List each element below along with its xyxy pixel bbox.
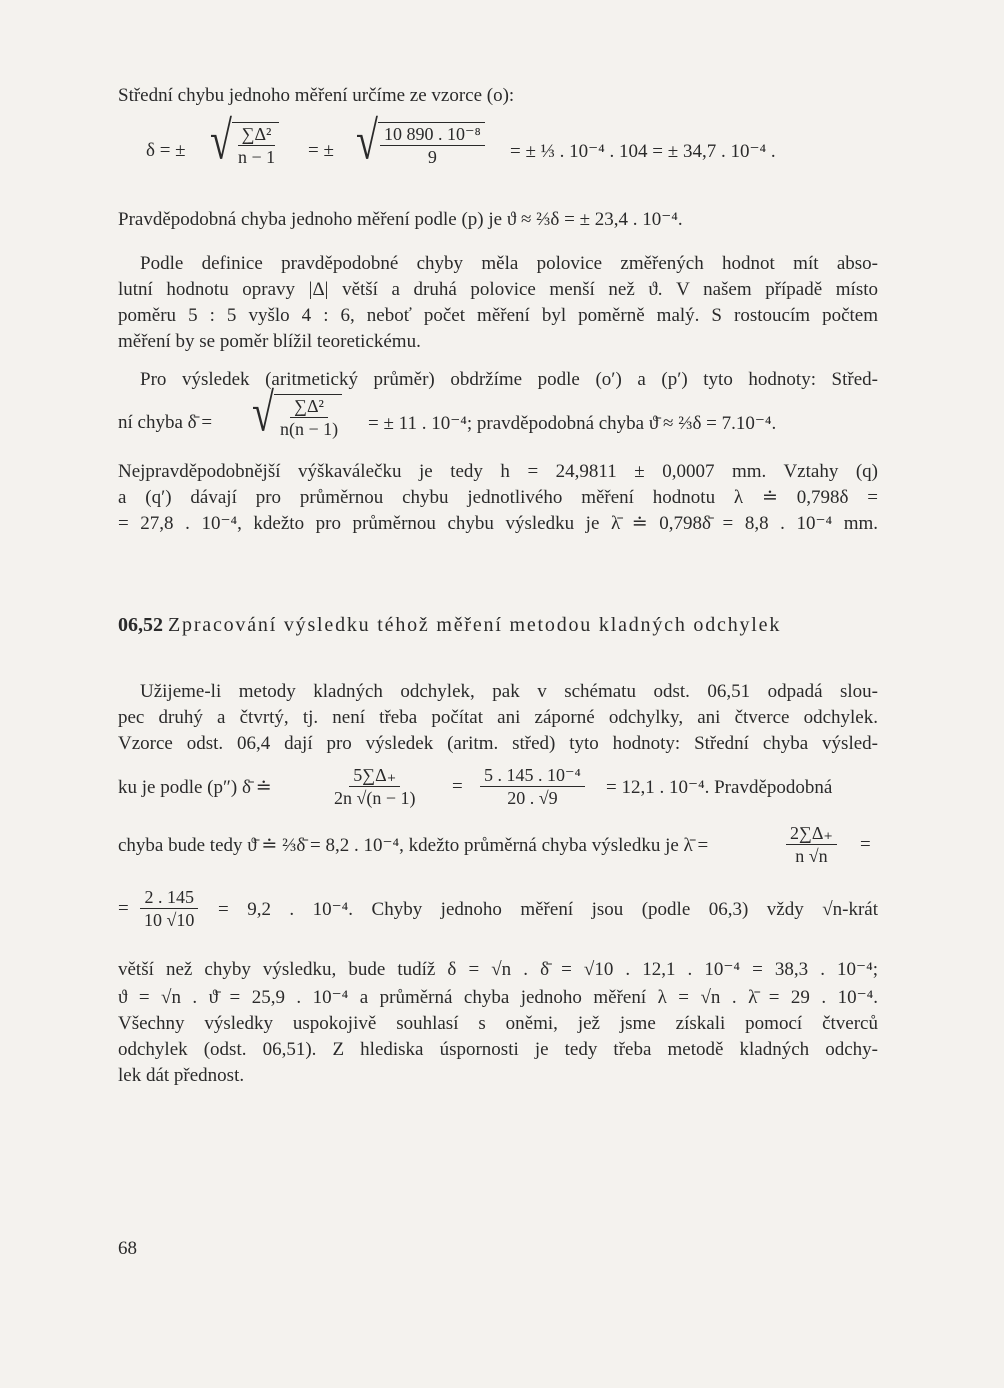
formula5-fraction: [140, 886, 198, 931]
s2-end-line-3: Všechny výsledky uspokojivě souhlasí s oněmi, jež jsme získali pomocí čtverců: [118, 1013, 878, 1034]
formula-delta: [118, 109, 878, 186]
formula3-rest: = 12,1 . 10⁻⁴. Pravděpodobná: [606, 777, 833, 798]
para2-line-3: poměru 5 : 5 vyšlo 4 : 6, neboť počet měření byl poměrně malý. S rostoucím počtem: [118, 305, 878, 326]
rad1-numerator: ∑Δ²: [238, 123, 276, 146]
formula4-tail: =: [860, 834, 871, 855]
formula3-fraction2: [480, 764, 585, 809]
s2-end-line-2: ϑ = √n . ϑ̄ = 25,9 . 10⁻⁴ a průměrná chyba jednoho měření λ = √n . λ̄ = 29 . 10⁻⁴.: [118, 987, 878, 1008]
formula3-fraction1: [330, 764, 420, 809]
para3-line-1: Pro výsledek (aritmetický průměr) obdržíme podle (o′) a (p′) tyto hodnoty: Střed-: [140, 369, 878, 390]
formula2-denominator: n(n − 1): [279, 419, 339, 439]
formula2-prefix: ní chyba δ̄ =: [118, 412, 213, 433]
s2-line-1: Užijeme-li metody kladných odchylek, pak v schématu odst. 06,51 odpadá slou-: [140, 681, 878, 702]
section-heading: [118, 612, 878, 638]
formula2-rest: = ± 11 . 10⁻⁴; pravděpodobná chyba ϑ̄ ≈ ⅔δ = 7.10⁻⁴.: [368, 413, 777, 434]
formula4-num: 2∑Δ₊: [786, 822, 837, 845]
formula-mean-error-result: [118, 820, 878, 884]
formula4-fraction: [786, 822, 837, 867]
s2-end-line-4: odchylek (odst. 06,51). Z hlediska úspornosti je tedy třeba metodě kladných odchy-: [118, 1039, 878, 1060]
s2-line-3: Vzorce odst. 06,4 dají pro výsledek (aritm. střed) tyto hodnoty: Střední chyba výsled-: [118, 733, 878, 754]
formula3-num1: 5∑Δ₊: [349, 764, 400, 787]
para3-line-3: a (q′) dávají pro průměrnou chybu jednotlivého měření hodnotu λ ≐ 0,798δ =: [118, 487, 878, 508]
s2-end-line-1: větší než chyby výsledku, bude tudíž δ = √n . δ̄ = √10 . 12,1 . 10⁻⁴ = 38,3 . 10⁻⁴;: [118, 959, 878, 980]
formula5-lead: =: [118, 898, 129, 919]
formula5-num: 2 . 145: [140, 886, 198, 909]
s2-end-line-5: lek dát přednost.: [118, 1065, 245, 1086]
section-number: 06,52: [118, 614, 163, 636]
formula-mean-error: [118, 381, 878, 458]
formula-lhs: δ = ±: [146, 140, 186, 161]
formula2-numerator: ∑Δ²: [290, 395, 328, 418]
para2-line-4: měření by se poměr blížil teoretickému.: [118, 331, 421, 352]
rad1-denominator: n − 1: [237, 147, 276, 167]
formula4-text: chyba bude tedy ϑ̄ ≐ ⅔δ̄ = 8,2 . 10⁻⁴, kdežto průměrná chyba výsledku je λ̄ =: [118, 835, 709, 856]
formula4-den: n √n: [795, 846, 828, 866]
formula-eq: = ±: [308, 140, 334, 161]
para2-line-1: Podle definice pravděpodobné chyby měla polovice změřených hodnot mít abso-: [140, 253, 878, 274]
radical-value: √ $\frac{\text{10 890 . 10⁻⁸}}{9}$: [356, 122, 485, 168]
radical-sum-over-n: √ $\frac{\text{∑Δ²}}{n - 1}$: [210, 122, 279, 168]
probable-error-text: Pravděpodobná chyba jednoho měření podle (p) je ϑ ≈ ⅔δ = ± 23,4 . 10⁻⁴.: [118, 209, 683, 230]
formula3-prefix: ku je podle (p″) δ̄ ≐: [118, 777, 272, 798]
formula3-den2: 20 . √9: [507, 788, 558, 808]
rad2-denominator: 9: [427, 147, 437, 167]
s2-line-2: pec druhý a čtvrtý, tj. není třeba počítat ani záporné odchylky, ani čtverce odchylek.: [118, 707, 878, 728]
page-number: 68: [118, 1238, 137, 1259]
radical-mean: √ $\frac{\text{∑Δ²}}{n(n - 1)}$: [252, 394, 342, 440]
formula-result: = ± ⅓ . 10⁻⁴ . 104 = ± 34,7 . 10⁻⁴ .: [510, 141, 776, 162]
formula5-rest: = 9,2 . 10⁻⁴. Chyby jednoho měření jsou (podle 06,3) vždy √n-krát: [218, 899, 878, 920]
intro-text: Střední chybu jednoho měření určíme ze vzorce (o):: [118, 85, 515, 106]
formula3-num2: 5 . 145 . 10⁻⁴: [480, 764, 585, 787]
para2-line-2: lutní hodnotu opravy |Δ| větší a druhá polovice menší než ϑ. V našem případě místo: [118, 279, 878, 300]
formula-positive-deviations: [118, 758, 878, 822]
rad2-numerator: 10 890 . 10⁻⁸: [380, 123, 485, 146]
formula3-eq: =: [452, 776, 463, 797]
para3-line-4: = 27,8 . 10⁻⁴, kdežto pro průměrnou chybu výsledku je λ̄ ≐ 0,798δ̄ = 8,8 . 10⁻⁴ mm.: [118, 513, 878, 534]
section-title: Zpracování výsledku téhož měření metodou kladných odchylek: [168, 614, 782, 636]
para3-line-2: Nejpravděpodobnější výškaválečku je tedy h = 24,9811 ± 0,0007 mm. Vztahy (q): [118, 461, 878, 482]
formula3-den1: 2n √(n − 1): [334, 788, 416, 808]
formula5-den: 10 √10: [144, 910, 195, 930]
formula-lambda-value: [118, 880, 878, 944]
